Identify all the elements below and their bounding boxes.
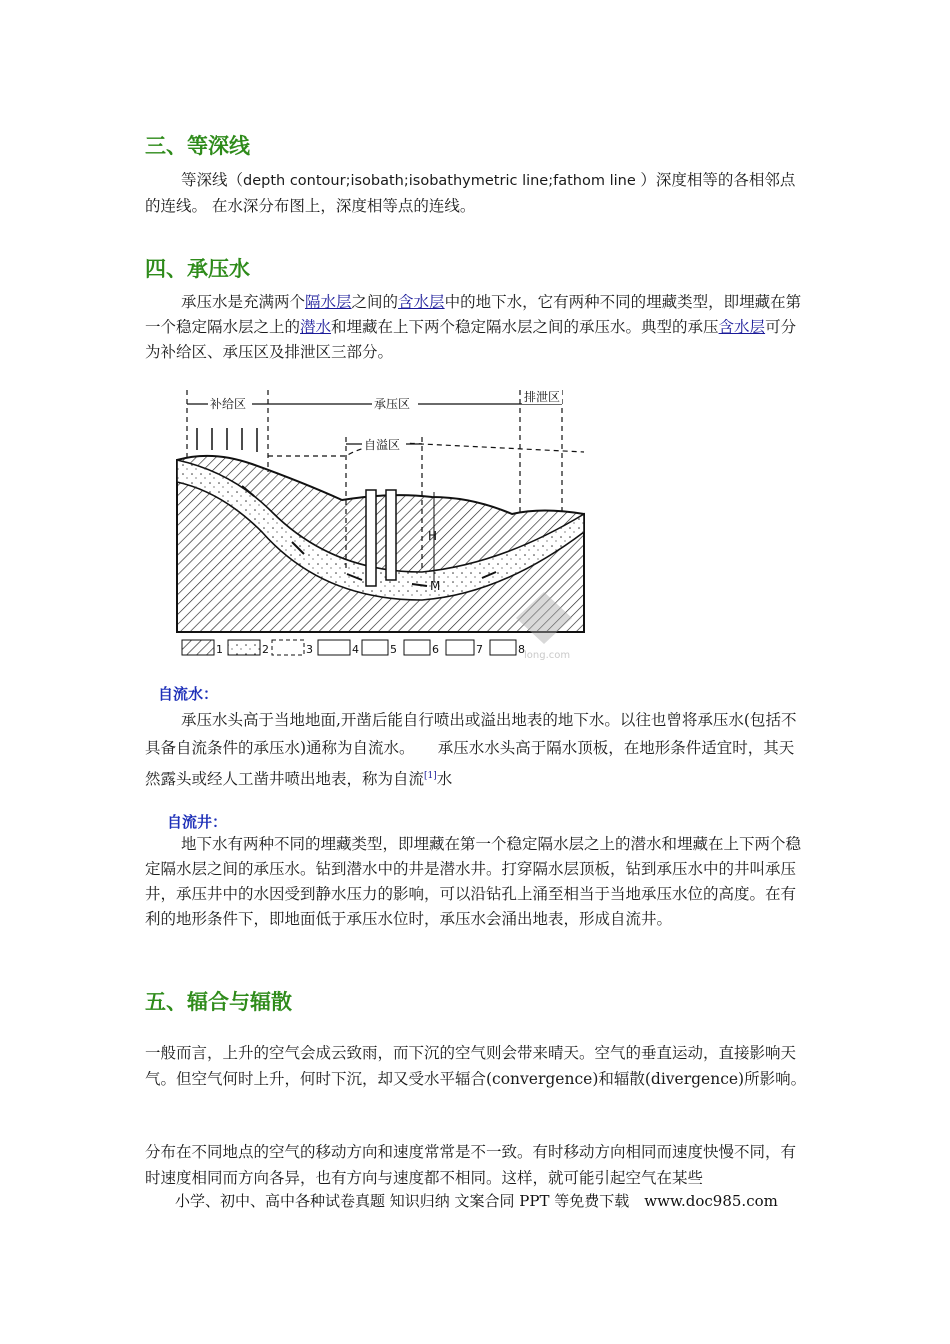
artesian-well-title: 自流井：: [167, 813, 228, 831]
section-3-paragraph: [145, 168, 807, 219]
artesian-water-paragraph: [145, 706, 807, 793]
link-aquifer[interactable]: 含水层: [398, 293, 445, 311]
legend-3: 3: [306, 643, 313, 656]
artesian-water-title: 自流水：: [158, 685, 219, 703]
legend-5: 5: [390, 643, 397, 656]
text-run: 之间的: [351, 293, 399, 311]
watermark-text: long.com: [524, 650, 571, 661]
section-4-paragraph: [145, 290, 807, 365]
text-run: 和埋藏在上下两个稳定隔水层之间的承压水。典型的承压: [331, 318, 719, 336]
text-run: 承压水头高于当地地面,开凿后能自行喷出或溢出地表的地下水。以往也曾将承压水(包括不具备自流条件的承压水)通称为自流水。 承压水水头高于隔水顶板，在地形条件适宜时，其天然露头或经人工凿井喷出地表，称为自流: [145, 711, 797, 789]
legend-1: 1: [216, 643, 223, 656]
recharge-arrows: [197, 428, 257, 452]
legend-6: 6: [432, 643, 439, 656]
legend: [182, 640, 525, 656]
text-run: 承压水是充满两个: [181, 293, 306, 311]
text-run: 可分为补给区、承压区及排泄区三部分。: [145, 318, 797, 361]
legend-7: 7: [476, 643, 483, 656]
section-4-title: 四、承压水: [145, 257, 250, 281]
confined-water-diagram: [172, 382, 592, 664]
head-label: H: [428, 529, 438, 543]
section-3-title: 三、等深线: [145, 134, 250, 158]
flowing-zone-label: 自溢区: [364, 438, 401, 452]
legend-2: 2: [262, 643, 269, 656]
recharge-zone-label: 补给区: [210, 397, 247, 411]
discharge-zone-label: 排泄区: [524, 390, 561, 404]
citation-link[interactable]: [1]: [424, 771, 437, 781]
text-run: 中的地下水，它有两种不同的埋藏类型，即埋藏在第一个稳定隔水层之上的: [145, 293, 802, 336]
section-5-paragraph-1: 一般而言，上升的空气会成云致雨，而下沉的空气则会带来晴天。空气的垂直运动，直接影响天气。但空气何时上升，何时下沉，却又受水平辐合(convergence)和辐散(divergence)所影响。: [145, 1044, 807, 1088]
page-footer: 小学、初中、高中各种试卷真题 知识归纳 文案合同 PPT 等免费下载 www.doc985.com: [175, 1192, 778, 1210]
thickness-label: M: [430, 579, 441, 593]
ground-hatched-layer: [177, 456, 584, 632]
section-5-title: 五、辐合与辐散: [145, 990, 292, 1014]
confined-zone-label: 承压区: [374, 397, 411, 411]
link-aquifer-2[interactable]: 含水层: [718, 318, 766, 336]
artesian-well-paragraph: 地下水有两种不同的埋藏类型，即埋藏在第一个稳定隔水层之上的潜水和埋藏在上下两个稳定隔水层之间的承压水。钻到潜水中的井是潜水井。打穿隔水层顶板，钻到承压水中的井叫承压井，承压井中的水因受到静水压力的影响，可以沿钻孔上涌至相当于当地承压水位的高度。在有利的地形条件下，即地面低于承压水位时，承压水会涌出地表，形成自流井。: [145, 835, 802, 928]
text-run: ）深度相等的各相邻点的连线。 在水深分布图上，深度相等点的连线。: [145, 171, 796, 215]
legend-8: 8: [518, 643, 525, 656]
english-terms: depth contour;isobath;isobathymetric line;fathom line: [243, 173, 641, 189]
section-5-paragraph-2: 分布在不同地点的空气的移动方向和速度常常是不一致。有时移动方向相同而速度快慢不同，有时速度相同而方向各异，也有方向与速度都不相同。这样，就可能引起空气在某些: [145, 1143, 797, 1187]
link-aquiclude[interactable]: 隔水层: [305, 293, 352, 311]
link-phreatic-water[interactable]: 潜水: [300, 318, 332, 336]
text-run: 水: [436, 770, 453, 789]
text-run: 等深线（: [181, 171, 244, 189]
legend-4: 4: [352, 643, 359, 656]
